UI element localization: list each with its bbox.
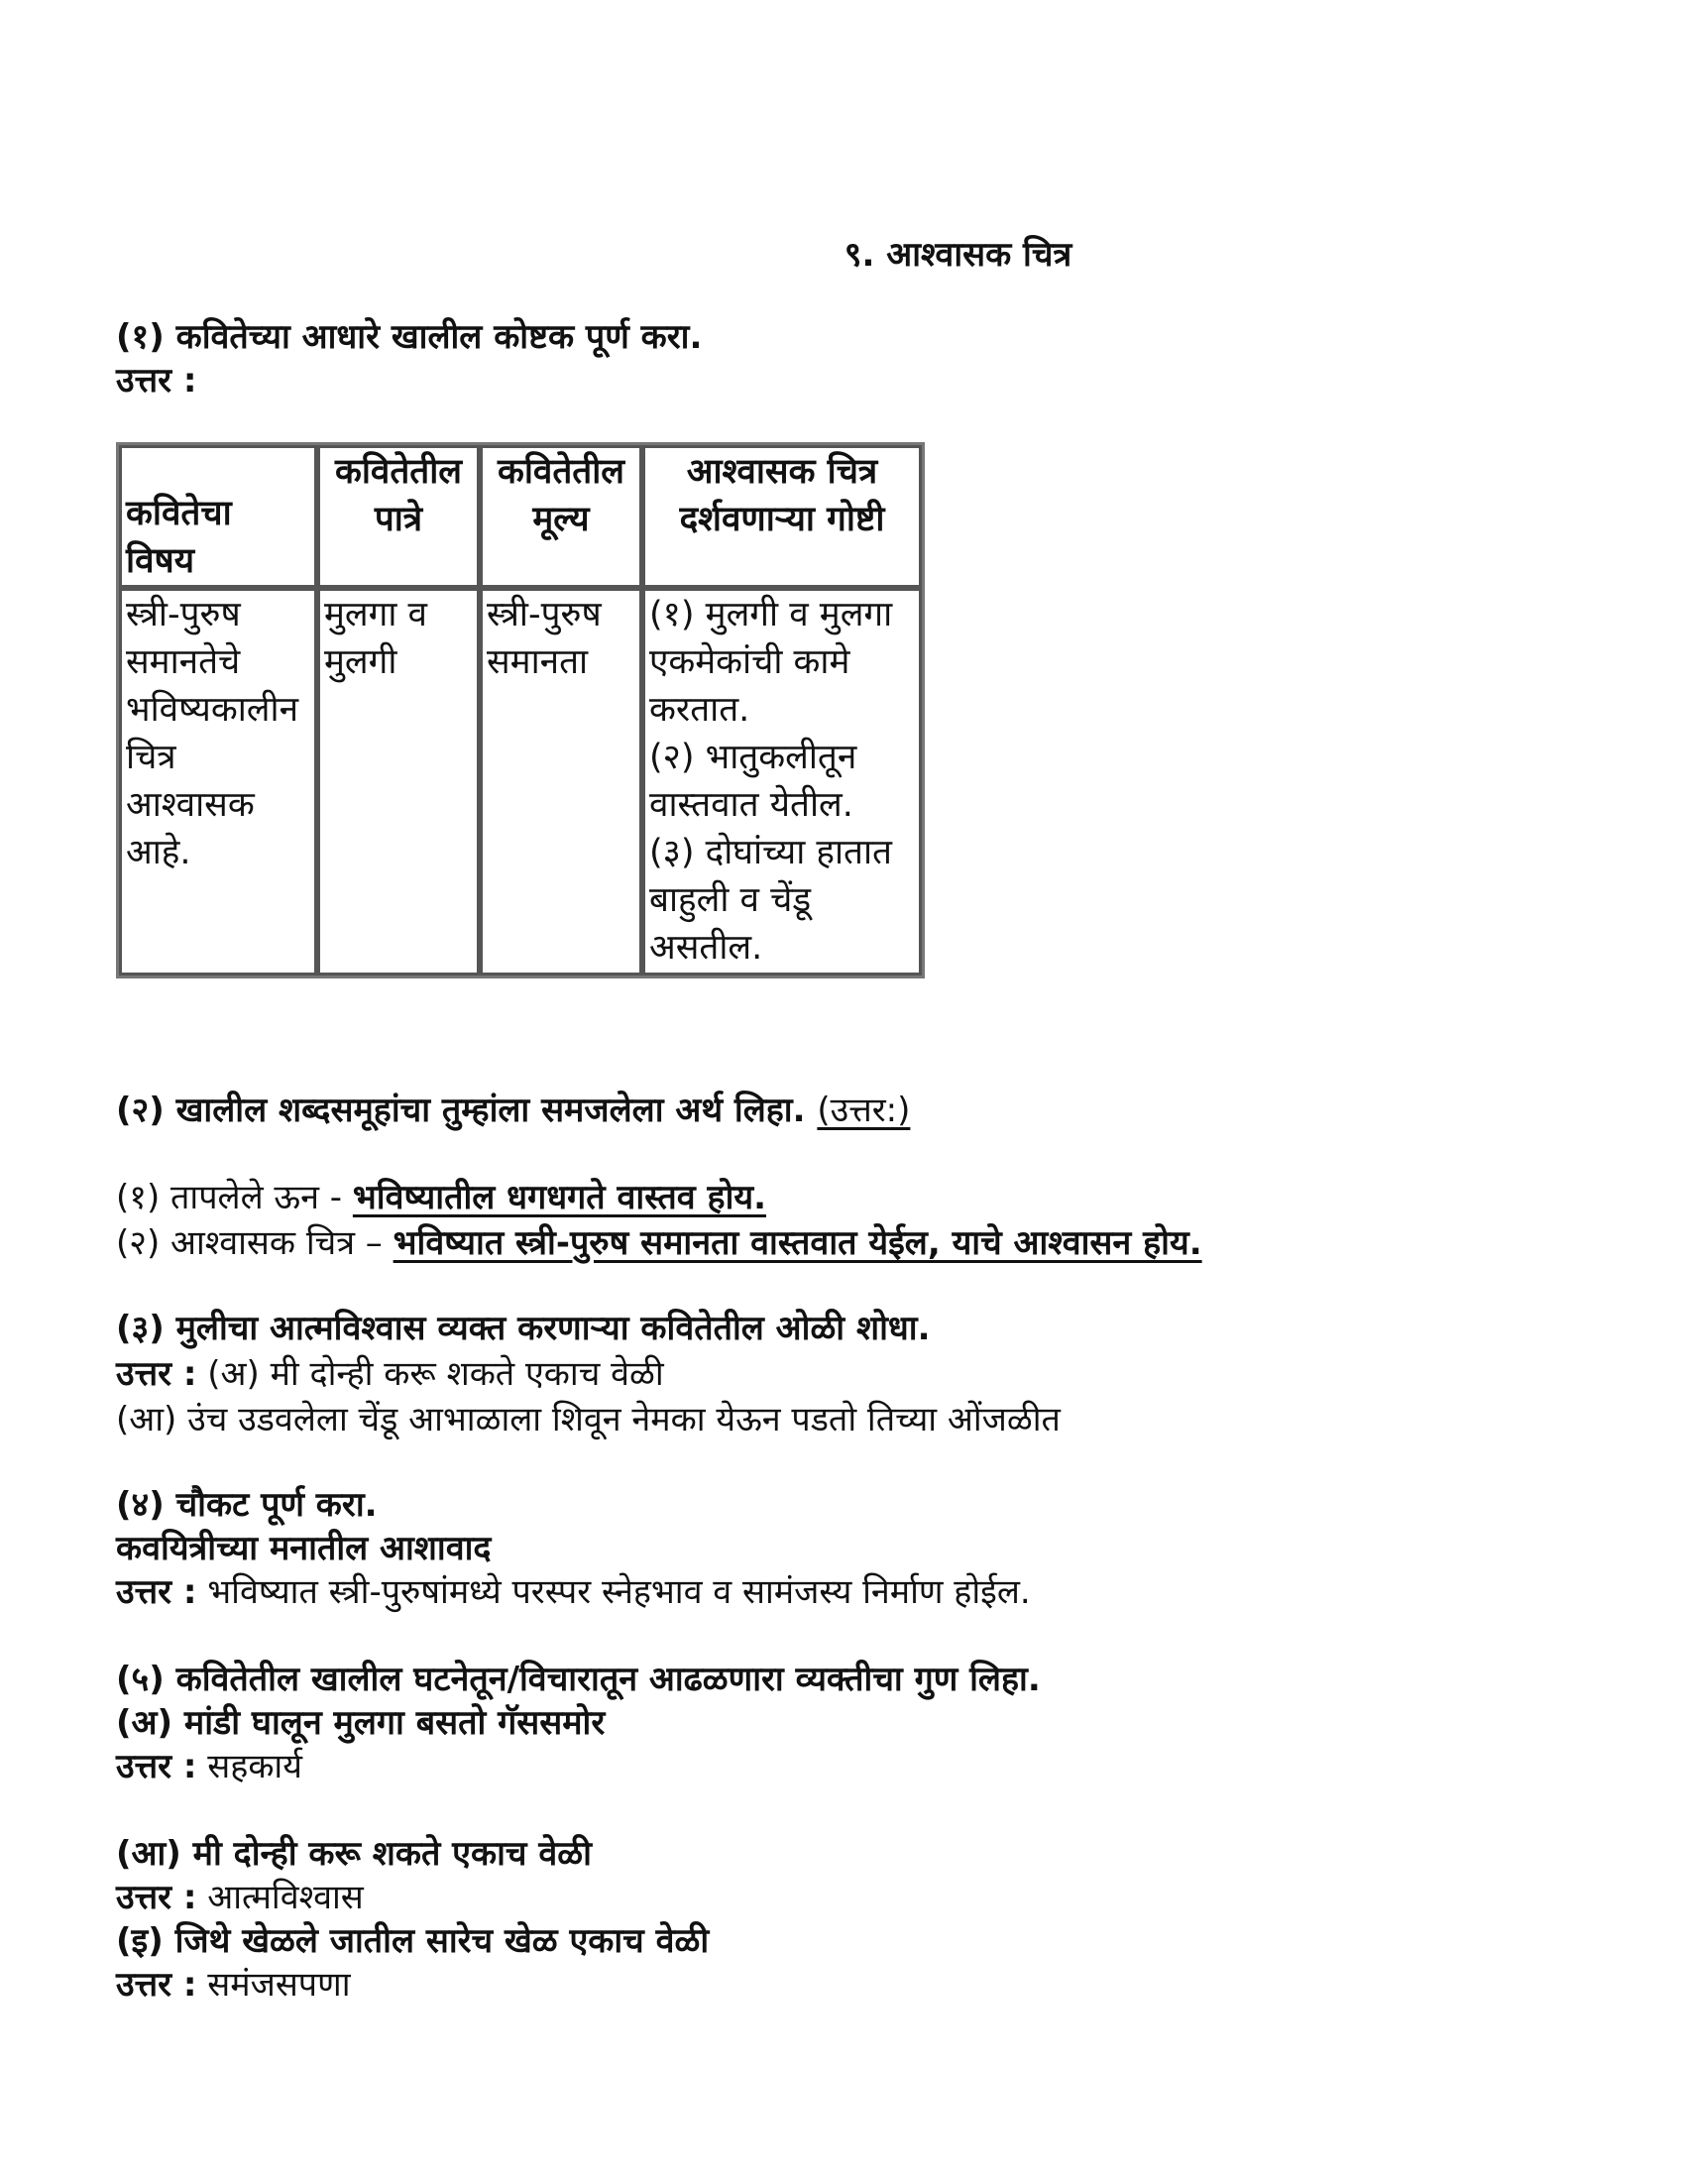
- q2-term: (१) तापलेले ऊन -: [116, 1178, 343, 1217]
- q4-answer: भविष्यात स्त्री-पुरुषांमध्ये परस्पर स्नेहभाव व सामंजस्य निर्माण होईल.: [207, 1572, 1031, 1612]
- q4-answer-line: [116, 1570, 1031, 1614]
- table-cell-characters: [317, 588, 480, 976]
- cell-line: स्त्री-पुरुष: [126, 595, 241, 634]
- q2-question-line: [116, 1089, 910, 1132]
- cell-line: बाहुली व चेंडू: [649, 880, 812, 920]
- q2-meaning: भविष्यातील धगधगते वास्तव होय.: [352, 1178, 767, 1217]
- header-line: दर्शवणाऱ्या गोष्टी: [679, 500, 885, 539]
- table-header-reassuring-things: [642, 445, 922, 588]
- q5-part-answer-line: [116, 1963, 351, 2007]
- cell-line: आश्वासक: [126, 785, 255, 825]
- q1-answer-label: उत्तर :: [116, 361, 197, 401]
- q3-answer-label: उत्तर :: [116, 1354, 197, 1394]
- header-line: कवितेतील: [334, 452, 463, 492]
- q5-part-prompt: (आ) मी दोन्ही करू शकते एकाच वेळी: [116, 1834, 592, 1874]
- q5-part-prompt: (इ) जिथे खेळले जातील सारेच खेळ एकाच वेळी: [116, 1921, 710, 1961]
- q3-answer: (अ) मी दोन्ही करू शकते एकाच वेळी: [207, 1354, 664, 1394]
- header-line: विषय: [126, 541, 195, 581]
- table-cell-values: [480, 588, 642, 976]
- cell-line: (२) भातुकलीतून: [649, 738, 857, 777]
- cell-line: (१) मुलगी व मुलगा: [649, 595, 893, 634]
- q1-question: (१) कवितेच्या आधारे खालील कोष्टक पूर्ण करा.: [116, 317, 703, 357]
- q4-question: (४) चौकट पूर्ण करा.: [116, 1485, 378, 1525]
- table-row: [119, 588, 922, 976]
- table-cell-reassuring-things: [642, 588, 922, 976]
- q3-question: (३) मुलीचा आत्मविश्वास व्यक्त करणाऱ्या कवितेतील ओळी शोधा.: [116, 1309, 931, 1348]
- page-title: ९. आश्वासक चित्र: [844, 235, 1072, 275]
- q5-answer-label: उत्तर :: [116, 1878, 197, 1917]
- q2-term: (२) आश्वासक चित्र –: [116, 1223, 383, 1263]
- cell-line: असतील.: [649, 928, 763, 968]
- cell-line: करतात.: [649, 690, 750, 730]
- cell-line: समानतेचे: [126, 642, 241, 682]
- q2-item: [116, 1221, 1202, 1265]
- cell-line: चित्र: [126, 738, 176, 777]
- q5-answer: आत्मविश्वास: [207, 1878, 364, 1917]
- cell-line: स्त्री-पुरुष: [487, 595, 602, 634]
- header-line: मूल्य: [532, 500, 590, 539]
- q2-meaning: भविष्यात स्त्री-पुरुष समानता वास्तवात येईल, याचे आश्वासन होय.: [393, 1223, 1202, 1263]
- q4-subheading: कवयित्रीच्या मनातील आशावाद: [116, 1529, 492, 1568]
- table-cell-topic: [119, 588, 317, 976]
- table-header-topic: [119, 445, 317, 588]
- cell-line: मुलगी: [324, 642, 397, 682]
- q3-answer-line: (आ) उंच उडवलेला चेंडू आभाळाला शिवून नेमका येऊन पडतो तिच्या ओंजळीत: [116, 1400, 1061, 1439]
- cell-line: मुलगा व: [324, 595, 428, 634]
- q5-answer-label: उत्तर :: [116, 1965, 197, 2005]
- cell-line: वास्तवात येतील.: [649, 785, 853, 825]
- table-header-values: [480, 445, 642, 588]
- cell-line: समानता: [487, 642, 589, 682]
- q1-table: [116, 442, 925, 978]
- cell-line: आहे.: [126, 833, 191, 872]
- header-line: कवितेतील: [497, 452, 625, 492]
- q5-question: (५) कवितेतील खालील घटनेतून/विचारातून आढळणारा व्यक्तीचा गुण लिहा.: [116, 1660, 1041, 1699]
- q5-part-prompt: (अ) मांडी घालून मुलगा बसतो गॅससमोर: [116, 1703, 606, 1743]
- q2-item: [116, 1176, 766, 1219]
- cell-line: भविष्यकालीन: [126, 690, 299, 730]
- q2-question: (२) खालील शब्दसमूहांचा तुम्हांला समजलेला अर्थ लिहा.: [116, 1091, 806, 1130]
- q2-answer-label: (उत्तर:): [817, 1091, 911, 1130]
- header-line: पात्रे: [374, 500, 423, 539]
- header-line: आश्वासक चित्र: [686, 452, 878, 492]
- q5-part-answer-line: [116, 1745, 302, 1788]
- cell-line: (३) दोघांच्या हातात: [649, 833, 893, 872]
- table-header-characters: [317, 445, 480, 588]
- q5-answer-label: उत्तर :: [116, 1747, 197, 1786]
- table-header-row: [119, 445, 922, 588]
- cell-line: एकमेकांची कामे: [649, 642, 850, 682]
- q5-answer: समंजसपणा: [207, 1965, 351, 2005]
- q5-answer: सहकार्य: [207, 1747, 302, 1786]
- q4-answer-label: उत्तर :: [116, 1572, 197, 1612]
- header-line: कवितेचा: [126, 494, 232, 533]
- q3-answer-line: [116, 1352, 664, 1396]
- q5-part-answer-line: [116, 1876, 364, 1919]
